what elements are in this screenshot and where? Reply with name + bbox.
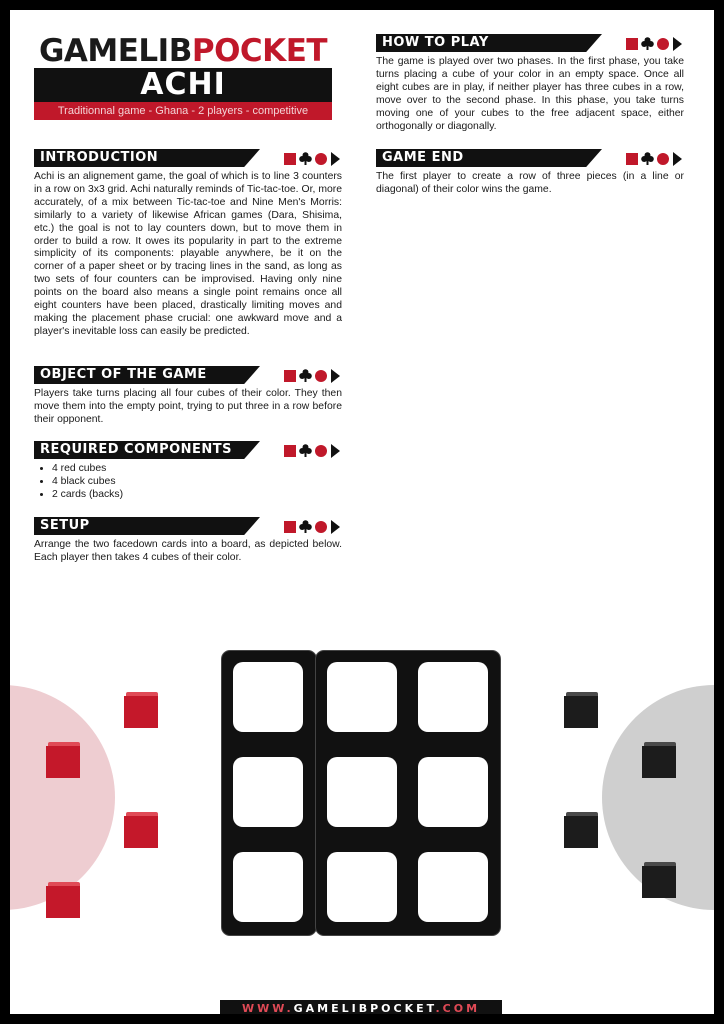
section-title: OBJECT OF THE GAME	[40, 367, 207, 382]
board-cell	[233, 757, 303, 827]
brand-header	[34, 34, 332, 120]
square-icon	[284, 521, 296, 533]
club-icon	[299, 152, 312, 165]
board-cell	[327, 662, 397, 732]
triangle-icon	[331, 444, 340, 458]
red-player-area	[10, 685, 115, 910]
section-body: The first player to create a row of three pieces (in a line or diagonal) of their color wins the game.	[376, 171, 684, 195]
section-body: Achi is an alignement game, the goal of which is to line 3 counters in a row on 3x3 grid. Achi naturally reminds of Tic-tac-toe. Or, more accurately, of a mix between Tic-tac-toe and Nine Men's Morris: similarly to a variety of likewise African games (Dara, Shisima, etc.) the goal is not to lay counters down, but to move them in order to build a row. It owes its popularity in part to the extreme simplicity of its components: playable anywhere, be it on the corner of a paper sheet or by tracing lines in the sand, as long as two sets of four counters can be improvised. Having only nine points on the board also means a single point remains once all eight counters have been placed, drastically limiting moves and making the placement phase crucial: one awkward move and a player's inevitable loss can easily be predicted.	[34, 171, 342, 337]
section-title: SETUP	[40, 518, 90, 533]
circle-icon	[315, 153, 327, 165]
url-suffix: .COM	[435, 1002, 481, 1014]
red-cube	[46, 742, 80, 778]
brand-part-1: GAMELIB	[38, 33, 192, 69]
square-icon	[284, 153, 296, 165]
club-icon	[299, 444, 312, 457]
board-cell	[418, 662, 488, 732]
url-prefix: WWW.	[241, 1002, 294, 1014]
section-components	[34, 441, 342, 502]
section-introduction	[34, 149, 342, 339]
section-header	[34, 441, 342, 459]
section-title: HOW TO PLAY	[382, 35, 489, 50]
black-cube	[642, 862, 676, 898]
circle-icon	[657, 153, 669, 165]
black-cube	[564, 692, 598, 728]
triangle-icon	[331, 520, 340, 534]
square-icon	[284, 370, 296, 382]
section-header	[34, 366, 342, 384]
triangle-icon	[331, 152, 340, 166]
suit-icons	[626, 37, 684, 50]
club-icon	[641, 37, 654, 50]
game-subtitle: Traditionnal game - Ghana - 2 players - competitive	[34, 102, 332, 120]
suit-icons	[284, 520, 342, 533]
section-body: Arrange the two facedown cards into a board, as depicted below. Each player then takes 4 cubes of their color.	[34, 539, 342, 563]
card-left	[221, 650, 317, 936]
website-url	[220, 1000, 502, 1014]
footer-website	[220, 1000, 502, 1014]
rules-page	[10, 10, 714, 1014]
brand-part-2: POCKET	[191, 33, 328, 69]
suit-icons	[284, 444, 342, 457]
game-title: ACHI	[34, 68, 332, 102]
section-game-end	[376, 149, 684, 197]
components-list	[34, 463, 342, 502]
board-cell	[233, 852, 303, 922]
section-body: The game is played over two phases. In the first phase, you take turns placing a cube of your color in an empty space. Once all eight cubes are in play, if neither player has three cubes in a row, move over to the second phase. In this phase, you take turns moving one of your cubes to the free adjacent space, either orthogonally or diagonally.	[376, 56, 684, 132]
list-item: • 2 cards (backs)	[52, 489, 342, 502]
section-how-to-play	[376, 34, 684, 133]
brand-logo	[34, 34, 332, 68]
suit-icons	[284, 152, 342, 165]
board-cell	[418, 757, 488, 827]
club-icon	[641, 152, 654, 165]
url-brand: GAMELIBPOCKET	[293, 1002, 436, 1014]
red-cube	[124, 812, 158, 848]
club-icon	[299, 369, 312, 382]
circle-icon	[657, 38, 669, 50]
list-item: • 4 black cubes	[52, 476, 342, 489]
section-header	[34, 149, 342, 167]
card-right	[315, 650, 501, 936]
list-item: • 4 red cubes	[52, 463, 342, 476]
section-object	[34, 366, 342, 427]
section-body	[34, 463, 342, 502]
square-icon	[626, 38, 638, 50]
triangle-icon	[673, 37, 682, 51]
black-cube	[642, 742, 676, 778]
section-header	[34, 517, 342, 535]
suit-icons	[626, 152, 684, 165]
triangle-icon	[673, 152, 682, 166]
circle-icon	[315, 445, 327, 457]
red-cube	[124, 692, 158, 728]
triangle-icon	[331, 369, 340, 383]
board-cell	[327, 757, 397, 827]
section-title: INTRODUCTION	[40, 150, 159, 165]
square-icon	[284, 445, 296, 457]
board-cell	[233, 662, 303, 732]
red-cube	[46, 882, 80, 918]
board-cell	[327, 852, 397, 922]
section-title: REQUIRED COMPONENTS	[40, 442, 233, 457]
circle-icon	[315, 521, 327, 533]
suit-icons	[284, 369, 342, 382]
section-header	[376, 34, 684, 52]
section-body: Players take turns placing all four cubes of their color. They then move them into the empty point, trying to put three in a row before their opponent.	[34, 388, 342, 425]
section-header	[376, 149, 684, 167]
board-cell	[418, 852, 488, 922]
circle-icon	[315, 370, 327, 382]
section-title: GAME END	[382, 150, 464, 165]
black-cube	[564, 812, 598, 848]
square-icon	[626, 153, 638, 165]
club-icon	[299, 520, 312, 533]
section-setup	[34, 517, 342, 565]
